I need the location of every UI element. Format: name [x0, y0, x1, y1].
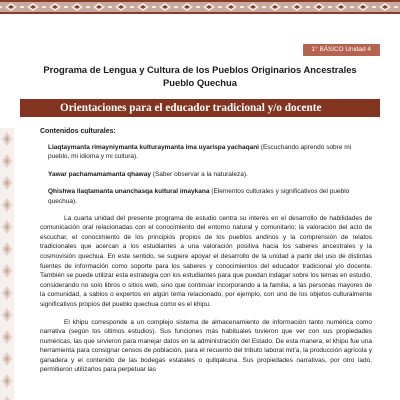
section-header-bar	[20, 99, 380, 117]
section-title: Orientaciones para el educador tradicional y/o docente	[60, 102, 322, 114]
program-title-line2: Pueblo Quechua	[163, 77, 237, 88]
body-paragraph: La cuarta unidad del presente programa de estudio centra su interés en el desarrollo de habilidades de comunicación oral relacionadas con el conocimiento del entorno natural y comunitario; la valoración del acto de escuchar, el conocimiento de los principios propios de los pueblos andinos y la comprensión de relatos tradicionales que acercan a los estudiantes a una valoración positiva hacia los saberes ancestrales y la cosmovisión quechua. En este sentido, se sugiere apoyar el desarrollo de la unidad a partir del uso de distintas fuentes de información como soporte para los saberes y conocimientos del educador tradicional y/o docente. También se puede utilizar esta estrategia con los estudiantes para que puedan indagar sobre los temas en estudio, considerando no solo libros o sitios web, sino que continuar incorporando a la familia, a las personas mayores de la comunidad, a sabios o expertos en algún tema relacionado, por ejemplo, con uno de los objetos culturalmente significativos propios del pueblo quechua como es el khipu.	[40, 214, 372, 308]
grade-badge: 1° BÁSICO Unidad 4	[303, 44, 380, 56]
program-title-line1: Programa de Lengua y Cultura de los Pueblos Originarios Ancestrales	[43, 64, 357, 75]
andean-pattern-icon	[0, 0, 400, 14]
cultural-content-item: Llaqtaymanta rimayniymanta kulturaymanta ima uyarispa yachaqani (Escuchando aprendo sobre mi pueblo, mi idioma y mi cultura).	[48, 143, 352, 161]
andean-pattern-vertical-icon	[0, 128, 14, 400]
cultural-content-item: Yawar pachamamamanta qhaway (Saber observar a la naturaleza).	[48, 170, 248, 178]
cultural-contents-heading: Contenidos culturales:	[40, 128, 116, 135]
decorative-border-left	[0, 128, 14, 400]
program-title	[0, 63, 400, 89]
decorative-border-top	[0, 0, 400, 14]
document-content	[40, 127, 372, 375]
cultural-content-item: Qhishwa llaqtamanta unanchasqa kultural imaykana (Elementos culturales y significativos del pueblo quechua).	[48, 188, 350, 205]
body-paragraph: El khipu corresponde a un complejo sistema de almacenamiento de información tanto numérica como narrativa (según los últimos estudios). Sus funciones más habituales tuvieron que ver con sus propiedades numéricas, las que sirvieron para manejar datos en la administración del Estado. De esta manera, el khipu fue una herramienta para consignar censos de población, para el recuento del tributo laboral mit’a, la producción agrícola y ganadera y el contenido de las bodegas estatales o qullqakuna. Sus propiedades narrativas, por otro lado, permitieron utilizarlos para perpetuar las	[40, 318, 372, 374]
